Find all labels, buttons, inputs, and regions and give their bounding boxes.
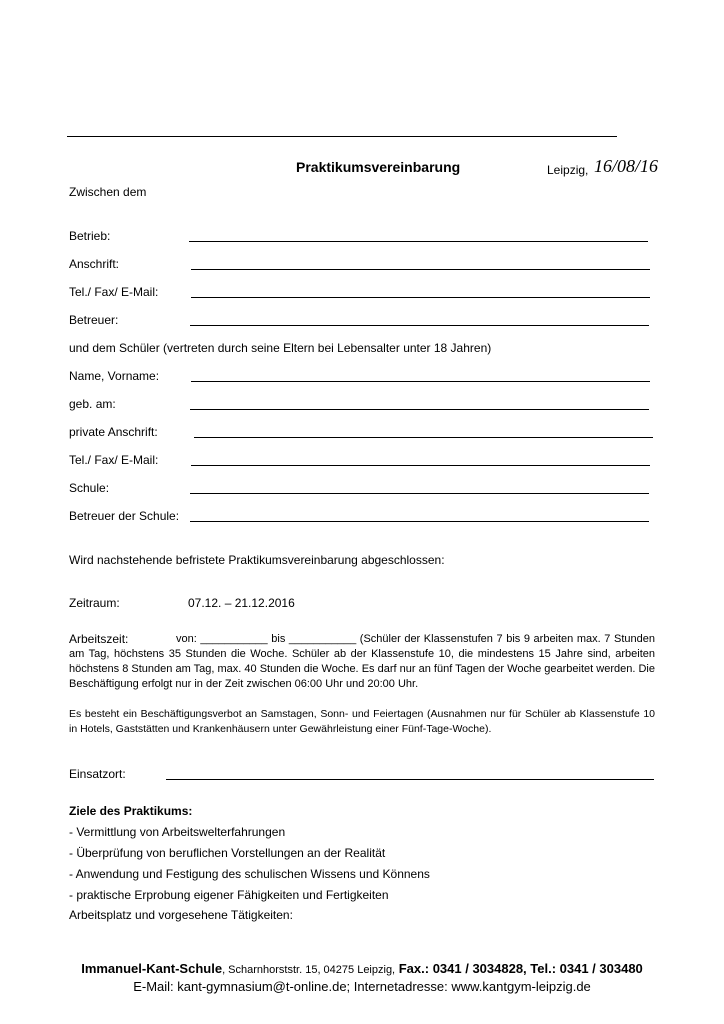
agreement-text: Wird nachstehende befristete Praktikumsvereinbarung abgeschlossen:	[69, 553, 445, 567]
school-phones: Fax.: 0341 / 3034828, Tel.: 0341 / 303480	[395, 961, 643, 976]
field-line-birthdate[interactable]	[190, 409, 649, 410]
period-label: Zeitraum:	[69, 596, 120, 610]
footer-line-1	[0, 961, 724, 976]
field-line-location[interactable]	[166, 779, 654, 780]
period-value: 07.12. – 21.12.2016	[188, 596, 295, 610]
ban-text: Es besteht ein Beschäftigungsverbot an Samstagen, Sonn- und Feiertagen (Ausnahmen nur für Schüler ab Klassenstufe 10 in Hotels, Gaststätten und Krankenhäusern unter Gewährleistung einer Fünf-Tage-Woche).	[69, 708, 655, 735]
field-line-contact-company[interactable]	[191, 297, 650, 298]
work-time-text	[69, 632, 655, 692]
footer-line-2: E-Mail: kant-gymnasium@t-online.de; Internetadresse: www.kantgym-leipzig.de	[133, 979, 591, 994]
goal-item: - Vermittlung von Arbeitswelterfahrungen	[69, 825, 286, 839]
field-label-name: Name, Vorname:	[69, 369, 160, 383]
school-name: Immanuel-Kant-Schule	[81, 961, 223, 976]
field-label-betreuer: Betreuer:	[69, 313, 119, 327]
field-label-school-supervisor: Betreuer der Schule:	[69, 509, 180, 523]
student-intro-text: und dem Schüler (vertreten durch seine Eltern bei Lebensalter unter 18 Jahren)	[69, 341, 492, 355]
place-label: Leipzig,	[547, 163, 589, 177]
field-label-contact-company: Tel./ Fax/ E-Mail:	[69, 285, 159, 299]
goal-item: - praktische Erprobung eigener Fähigkeiten und Fertigkeiten	[69, 888, 389, 902]
field-line-school-supervisor[interactable]	[190, 521, 649, 522]
field-label-birthdate: geb. am:	[69, 397, 116, 411]
field-line-anschrift[interactable]	[191, 269, 650, 270]
field-line-private-address[interactable]	[194, 437, 653, 438]
field-label-anschrift: Anschrift:	[69, 257, 120, 271]
school-address: , Scharnhorststr. 15, 04275 Leipzig,	[222, 964, 396, 976]
page-title: Praktikumsvereinbarung	[296, 159, 461, 175]
top-rule	[67, 136, 617, 137]
date-value: 16/08/16	[594, 156, 659, 176]
field-label-private-address: private Anschrift:	[69, 425, 158, 439]
field-line-schule[interactable]	[190, 493, 649, 494]
location-label: Einsatzort:	[69, 767, 126, 781]
workplace-label: Arbeitsplatz und vorgesehene Tätigkeiten:	[69, 908, 293, 922]
work-time-body: von: ___________ bis ___________ (Schüler der Klassenstufen 7 bis 9 arbeiten max. 7 Stunden am Tag, höchstens 35 Stunden die Woche. Schüler ab der Klassenstufe 10, die mindestens 15 Jahre sind, arbeiten höchstens 8 Stunden am Tag, max. 40 Stunden die Woche. Es darf nur an fünf Tagen der Woche gearbeitet werden. Die Beschäftigung erfolgt nur in der Zeit zwischen 06:00 Uhr und 20:00 Uhr.	[69, 633, 655, 690]
field-line-contact-student[interactable]	[191, 465, 650, 466]
field-label-schule: Schule:	[69, 481, 110, 495]
field-line-betrieb[interactable]	[189, 241, 648, 242]
goals-heading: Ziele des Praktikums:	[69, 804, 193, 818]
work-time-label: Arbeitszeit:	[69, 632, 129, 646]
field-line-betreuer[interactable]	[190, 325, 649, 326]
goal-item: - Anwendung und Festigung des schulischen Wissens und Könnens	[69, 867, 430, 881]
field-label-betrieb: Betrieb:	[69, 229, 111, 243]
field-label-contact-student: Tel./ Fax/ E-Mail:	[69, 453, 159, 467]
goal-item: - Überprüfung von beruflichen Vorstellungen an der Realität	[69, 846, 386, 860]
field-line-name[interactable]	[191, 381, 650, 382]
intro-text: Zwischen dem	[69, 185, 147, 199]
